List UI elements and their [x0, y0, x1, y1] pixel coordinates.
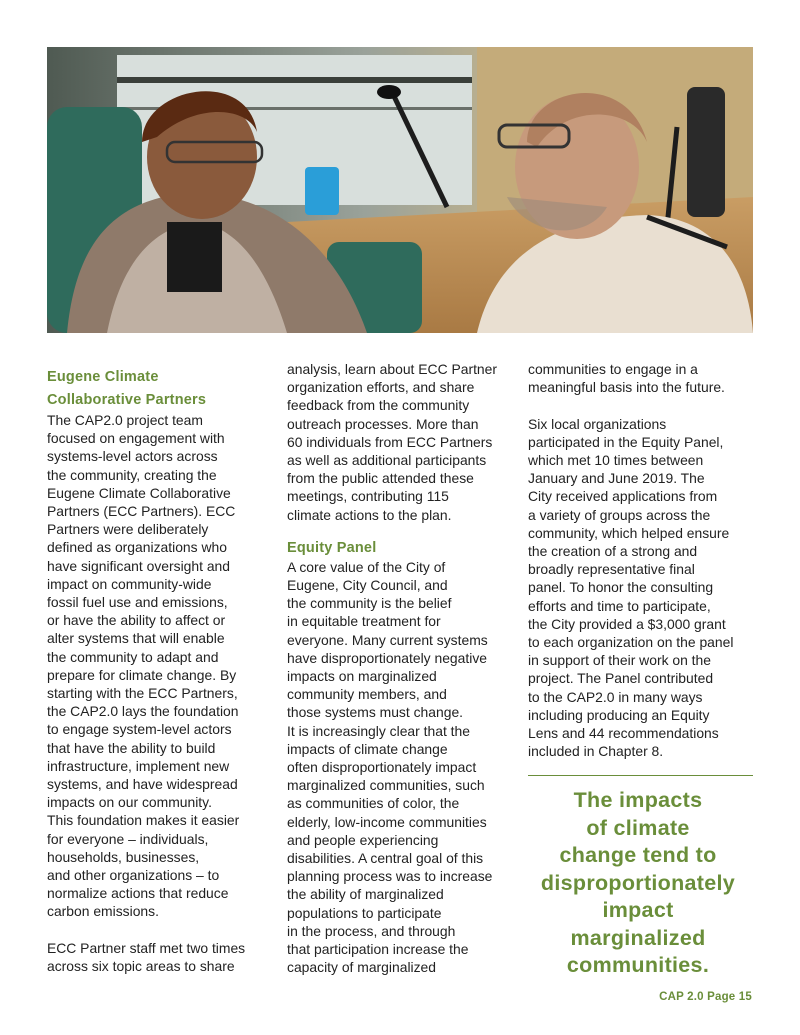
- paragraph-ecc-engagement: The CAP2.0 project team focused on engagement with systems-level actors across the community, creating the Eugene Climate Collaborative Partners (ECC Partners). ECC Partners were deliberately defined as organizations who have significant oversight and impact on community-wide fossil fuel use and emissions, or have the ability to affect or alter systems that will enable the community to adapt and prepare for climate change. By starting with the ECC Partners, the CAP2.0 lays the foundation to engage system-level actors that have the ability to build infrastructure, implement new systems, and have widespread impacts on our community. This foundation makes it easier for everyone – individuals, households, businesses, and other organizations – to normalize actions that reduce carbon emissions.: [47, 412, 240, 920]
- column-1: [47, 366, 271, 975]
- paragraph-equity-cont: communities to engage in a meaningful basis into the future.: [528, 361, 725, 396]
- paragraph-ecc-meetings: ECC Partner staff met two times across six topic areas to share: [47, 939, 246, 975]
- paragraph-ecc-meetings-cont: analysis, learn about ECC Partner organization efforts, and share feedback from the community outreach processes. More than 60 individuals from ECC Partners as well as additional participants from the public attended these meetings, contributing 115 climate actions to the plan.: [287, 361, 498, 523]
- heading-equity-panel: Equity Panel: [287, 539, 377, 556]
- paragraph-equity-core-value: A core value of the City of Eugene, City Council, and the community is the belief in equitable treatment for everyone. Many current systems have disproportionately negative impacts on marginalized community members, and those systems must change. It is increasingly clear that the impacts of climate change often disproportionately impact marginalized communities, such as communities of color, the elderly, low-income communities and people experiencing disabilities. A central goal of this planning process was to increase the ability of marginalized populations to participate in the process, and through that participation increase the capacity of marginalized: [287, 558, 493, 976]
- column-2: [287, 360, 511, 977]
- pull-quote: The impacts of climate change tend to disproportionately impact marginalized communities.: [540, 788, 736, 977]
- column-3: [528, 360, 754, 760]
- paragraph-equity-panel-details: Six local organizations participated in the Equity Panel, which met 10 times between January and June 2019. The City received applications from a variety of groups across the community, which helped ensure the creation of a strong and broadly representative final panel. To honor the consulting efforts and time to participate, the City provided a $3,000 grant to each organization on the panel in support of their work on the project. The Panel contributed to the CAP2.0 in many ways including producing an Equity Lens and 44 recommendations included in Chapter 8.: [528, 415, 734, 760]
- pull-quote-divider: [528, 775, 753, 776]
- heading-ecc-partners: Eugene Climate Collaborative Partners: [47, 369, 207, 408]
- page-footer: CAP 2.0 Page 15: [659, 991, 752, 1003]
- meeting-photo: [47, 47, 753, 333]
